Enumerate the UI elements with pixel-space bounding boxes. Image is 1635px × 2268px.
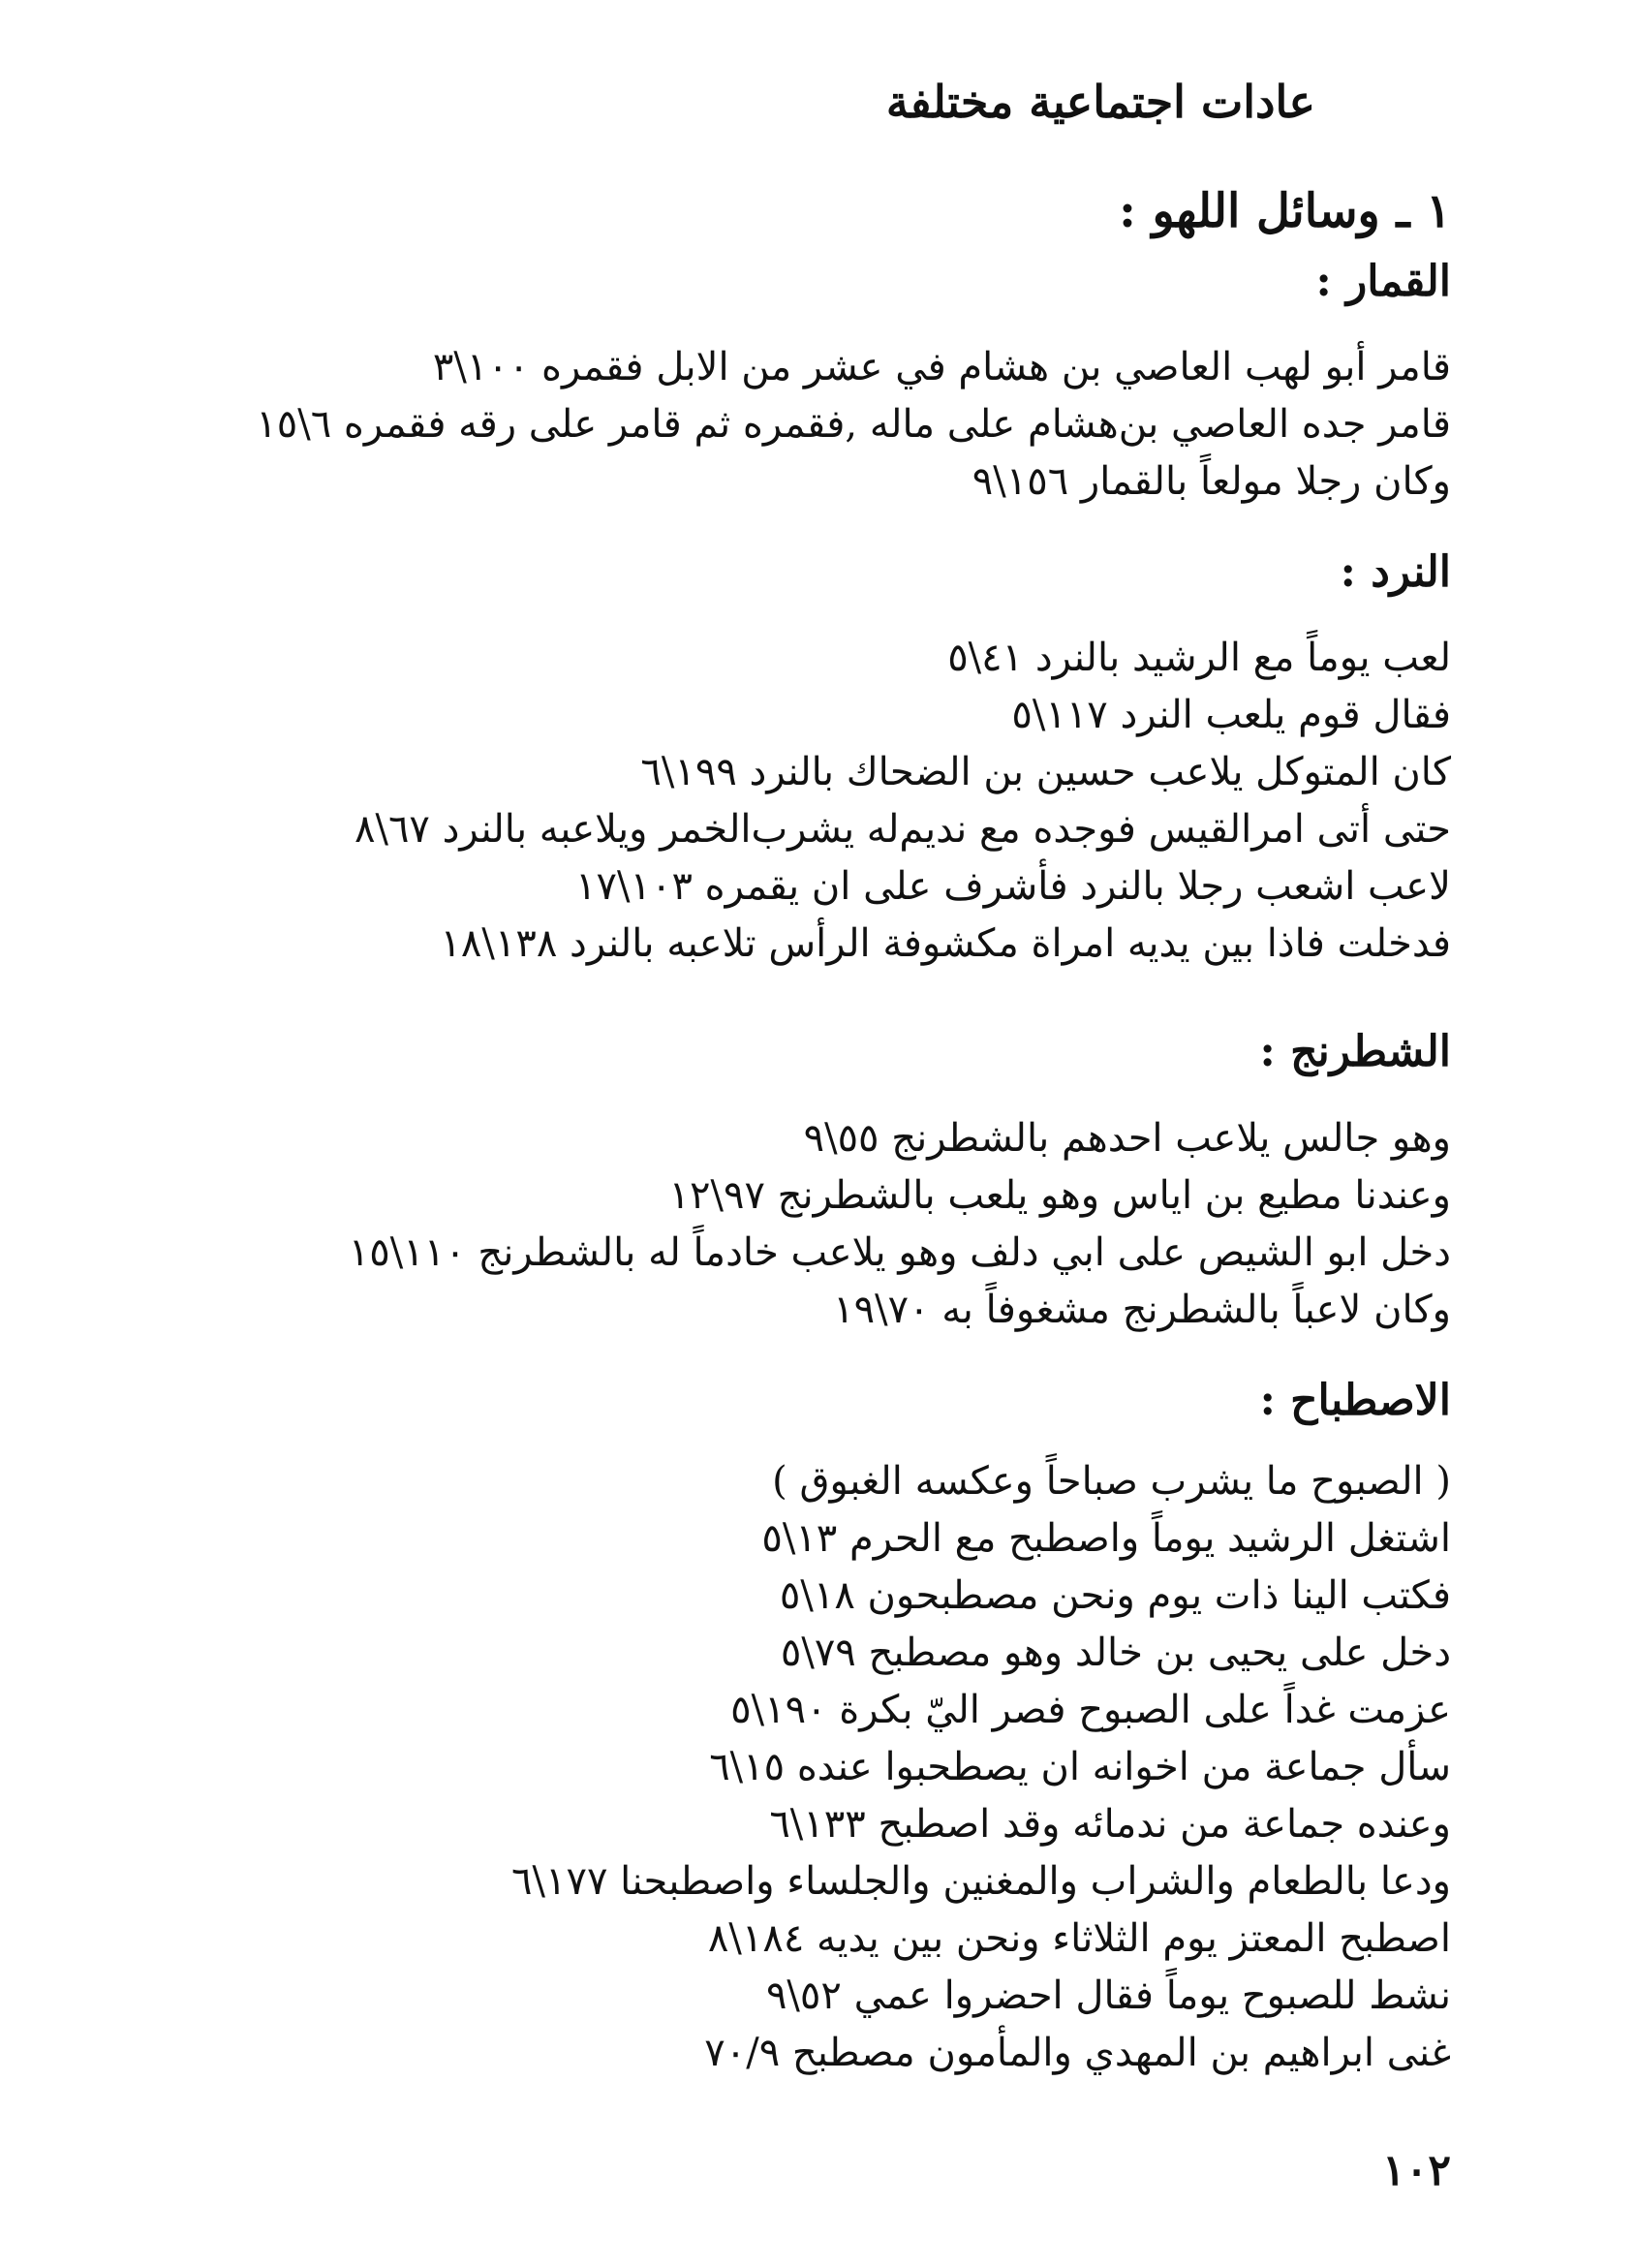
- text-line: دخل على يحيى بن خالد وهو مصطبح ٧٩\٥: [780, 1631, 1451, 1675]
- text-line: وهو جالس يلاعب احدهم بالشطرنج ٥٥\٩: [803, 1116, 1451, 1161]
- text-line: عزمت غداً على الصبوح فصر اليّ بكرة ١٩٠\٥: [730, 1688, 1451, 1732]
- heading-gambling: القمار :: [1315, 257, 1451, 306]
- text-line: فكتب الينا ذات يوم ونحن مصطبحون ١٨\٥: [779, 1573, 1451, 1618]
- text-line: لاعب اشعب رجلا بالنرد فأشرف على ان يقمره ١٠٣\١٧: [575, 864, 1451, 909]
- text-line: وعنده جماعة من ندمائه وقد اصطبح ١٣٣\٦: [769, 1802, 1451, 1847]
- heading-morning-drinking: الاصطباح :: [1259, 1376, 1451, 1425]
- text-line: ( الصبوح ما يشرب صباحاً وعكسه الغبوق ): [772, 1459, 1451, 1504]
- text-line: لعب يوماً مع الرشيد بالنرد ٤١\٥: [947, 636, 1451, 680]
- text-line: كان المتوكل يلاعب حسين بن الضحاك بالنرد ١٩٩\٦: [640, 750, 1451, 794]
- text-line: وكان رجلا مولعاً بالقمار ١٥٦\٩: [972, 459, 1451, 504]
- page-number: ١٠٢: [1382, 2146, 1451, 2195]
- text-line: فقال قوم يلعب النرد ١١٧\٥: [1011, 693, 1451, 737]
- backgammon-lines: [355, 630, 1451, 973]
- text-line: حتى أتى امرالقيس فوجده مع نديم‌له يشرب‌الخمر ويلاعبه بالنرد ٦٧\٨: [354, 807, 1451, 852]
- text-line: اشتغل الرشيد يوماً واصطبح مع الحرم ١٣\٥: [761, 1516, 1451, 1561]
- text-line: وعندنا مطيع بن اياس وهو يلعب بالشطرنج ٩٧\١٢: [668, 1173, 1451, 1218]
- text-line: غنى ابراهيم بن المهدي والمأمون مصطبح ٧٠/٩: [704, 2031, 1451, 2075]
- heading-backgammon: النرد :: [1340, 547, 1451, 597]
- text-line: سأل جماعة من اخوانه ان يصطحبوا عنده ١٥\٦: [709, 1745, 1451, 1789]
- heading-chess: الشطرنج :: [1259, 1027, 1451, 1076]
- text-line: وكان لاعباً بالشطرنج مشغوفاً به ٧٠\١٩: [833, 1288, 1451, 1332]
- chess-lines: [349, 1110, 1451, 1339]
- chapter-title: عادات اجتماعية مختلفة: [885, 76, 1315, 128]
- text-line: فدخلت فاذا بين يديه امراة مكشوفة الرأس تلاعبه بالنرد ١٣٨\١٨: [440, 921, 1451, 966]
- text-line: قامر أبو لهب العاصي بن هشام في عشر من الابل فقمره ١٠٠\٣: [432, 345, 1451, 389]
- section-title: ١ ـ وسائل اللهو :: [1119, 184, 1451, 238]
- text-line: قامر جده العاصي بن‌هشام على ماله ,فقمره ثم قامر على رقه فقمره ٦\١٥: [256, 402, 1451, 447]
- text-line: دخل ابو الشيص على ابي دلف وهو يلاعب خادماً له بالشطرنج ١١٠\١٥: [348, 1230, 1451, 1275]
- morning-drinking-lines: [511, 1453, 1451, 2082]
- text-line: نشط للصبوح يوماً فقال احضروا عمي ٥٢\٩: [765, 1973, 1451, 2018]
- gambling-lines: [256, 339, 1451, 511]
- text-line: اصطبح المعتز يوم الثلاثاء ونحن بين يديه ١٨٤\٨: [707, 1916, 1451, 1961]
- text-line: ودعا بالطعام والشراب والمغنين والجلساء واصطبحنا ١٧٧\٦: [511, 1859, 1451, 1904]
